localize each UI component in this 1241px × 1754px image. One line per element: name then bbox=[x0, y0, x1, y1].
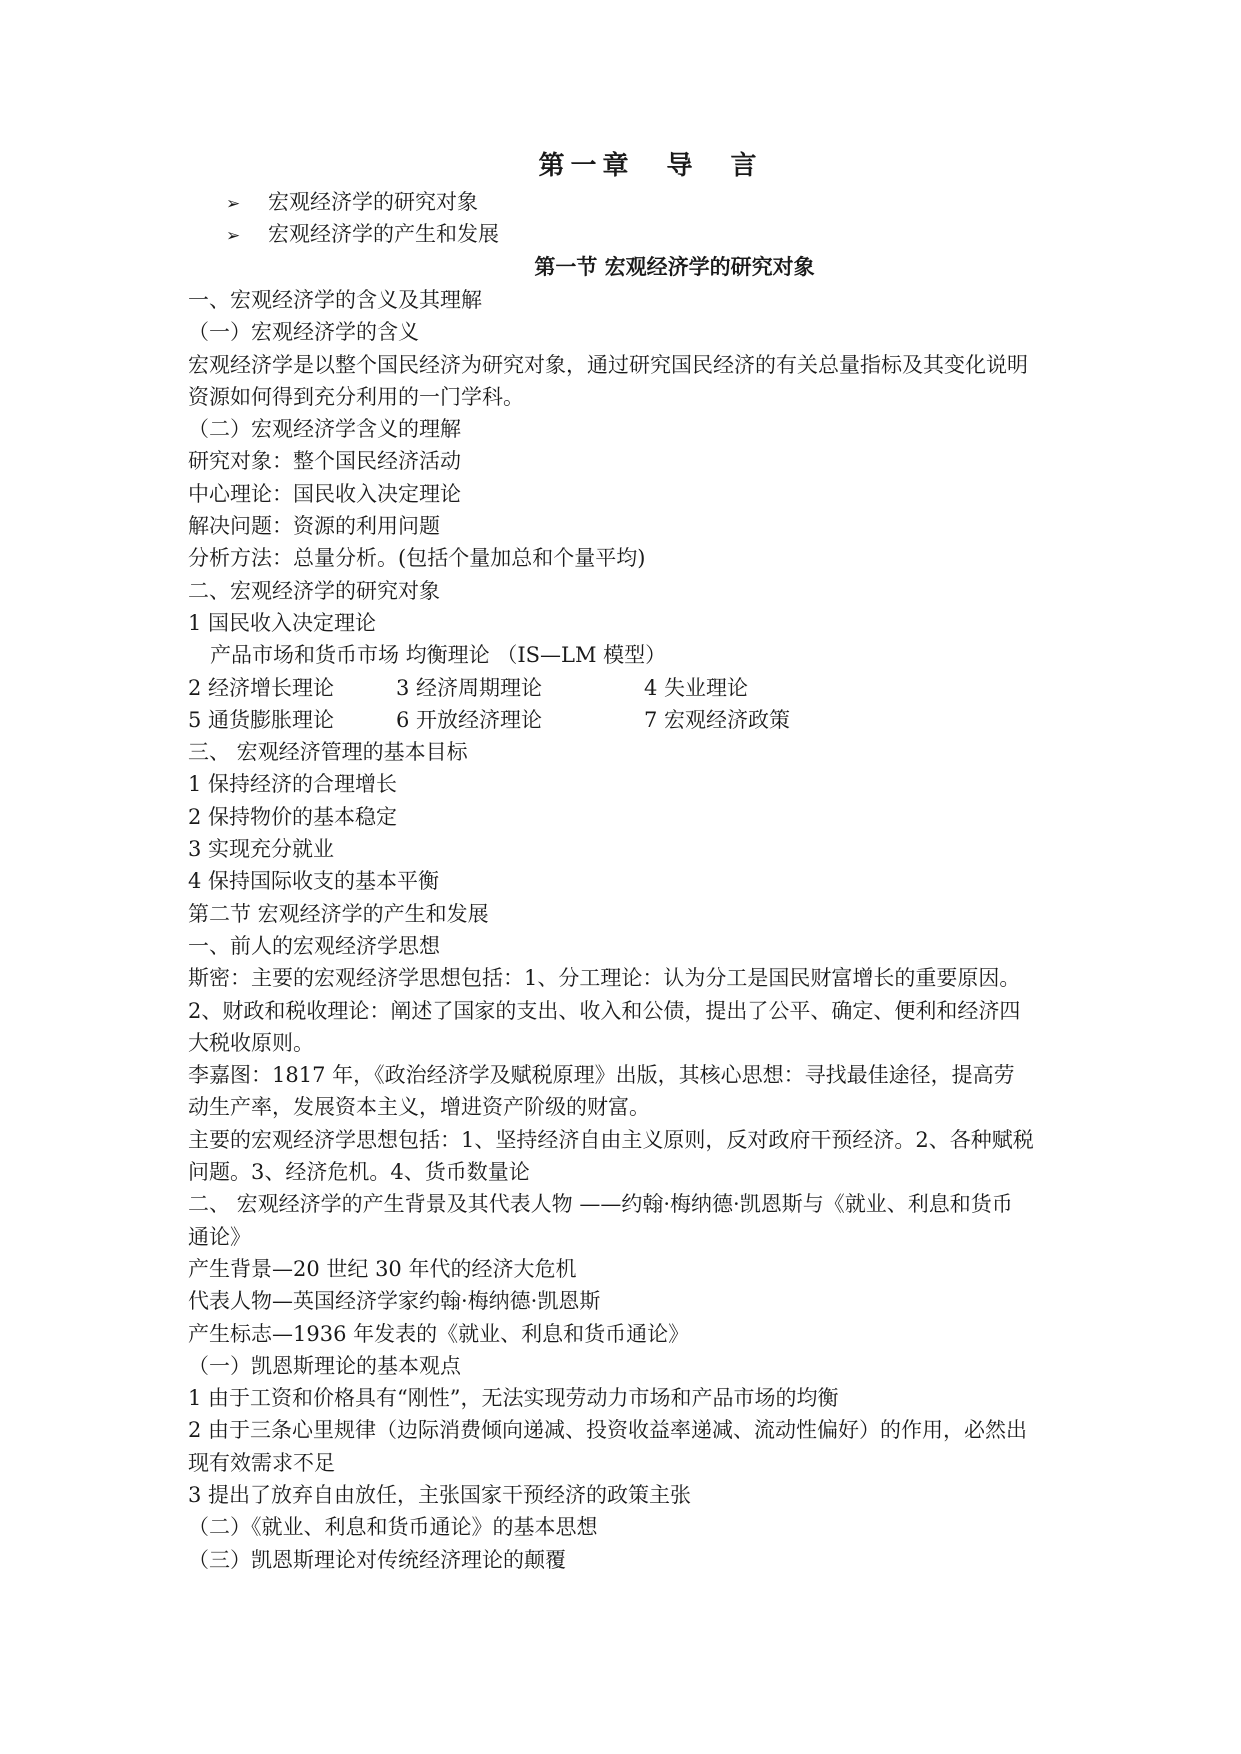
text-line: （三）凯恩斯理论对传统经济理论的颠覆 bbox=[188, 1547, 566, 1572]
text-line: （一）凯恩斯理论的基本观点 bbox=[188, 1353, 461, 1378]
text-line: 研究对象：整个国民经济活动 bbox=[188, 449, 461, 474]
text-line: （二）宏观经济学含义的理解 bbox=[188, 417, 461, 442]
text-line: （一）宏观经济学的含义 bbox=[188, 320, 419, 345]
theory-grid-cell: 5 通货膨胀理论 bbox=[188, 707, 335, 732]
text-line: （二）《就业、利息和货币通论》的基本思想 bbox=[188, 1515, 598, 1540]
theory-grid-cell: 7 宏观经济政策 bbox=[644, 707, 791, 732]
text-line: 大税收原则。 bbox=[188, 1030, 314, 1055]
chapter-title: 第一章 导 言 bbox=[538, 151, 763, 181]
body-block-b bbox=[188, 736, 1061, 1576]
text-line: 主要的宏观经济学思想包括：1、坚持经济自由主义原则，反对政府干预经济。2、各种赋税 bbox=[188, 1127, 1034, 1152]
text-line: 2、财政和税收理论：阐述了国家的支出、收入和公债，提出了公平、确定、便利和经济四 bbox=[188, 998, 1021, 1023]
text-line: 二、宏观经济学的研究对象 bbox=[188, 578, 440, 603]
text-line: 3 提出了放弃自由放任，主张国家干预经济的政策主张 bbox=[188, 1482, 692, 1507]
text-line: 产品市场和货币市场 均衡理论 （IS—LM 模型） bbox=[210, 643, 667, 668]
text-line: 现有效需求不足 bbox=[188, 1450, 335, 1475]
theory-grid-row bbox=[188, 704, 1061, 736]
text-line: 问题。3、经济危机。4、货币数量论 bbox=[188, 1160, 530, 1185]
text-line: 4 保持国际收支的基本平衡 bbox=[188, 869, 440, 894]
text-line: 2 由于三条心里规律（边际消费倾向递减、投资收益率递减、流动性偏好）的作用，必然出 bbox=[188, 1418, 1028, 1443]
arrow-bullet-icon: ➢ bbox=[226, 194, 241, 214]
text-line: 斯密：主要的宏观经济学思想包括：1、分工理论：认为分工是国民财富增长的重要原因。 bbox=[188, 966, 1021, 991]
text-line: 第二节 宏观经济学的产生和发展 bbox=[188, 901, 489, 926]
text-line: 一、宏观经济学的含义及其理解 bbox=[188, 288, 482, 312]
text-line: 宏观经济学是以整个国民经济为研究对象，通过研究国民经济的有关总量指标及其变化说明 bbox=[188, 352, 1028, 377]
text-line: 产生标志—1936 年发表的《就业、利息和货币通论》 bbox=[188, 1321, 690, 1346]
text-line: 动生产率，发展资本主义，增进资产阶级的财富。 bbox=[188, 1095, 650, 1120]
theory-grid-cell: 2 经济增长理论 bbox=[188, 675, 335, 700]
theory-grid-row bbox=[188, 672, 1061, 704]
section-title: 第一节 宏观经济学的研究对象 bbox=[534, 254, 815, 279]
text-line: 2 保持物价的基本稳定 bbox=[188, 804, 398, 829]
text-line: 一、前人的宏观经济学思想 bbox=[188, 933, 440, 958]
chapter-outline bbox=[188, 186, 1061, 250]
theory-grid-cell: 3 经济周期理论 bbox=[396, 675, 543, 700]
theory-grid-cell: 4 失业理论 bbox=[644, 675, 749, 700]
outline-item-label: 宏观经济学的研究对象 bbox=[268, 190, 478, 214]
text-line: 分析方法：总量分析。(包括个量加总和个量平均) bbox=[188, 546, 646, 571]
outline-item-label: 宏观经济学的产生和发展 bbox=[268, 222, 499, 246]
text-line: 通论》 bbox=[188, 1224, 251, 1249]
text-line: 3 实现充分就业 bbox=[188, 837, 335, 862]
text-line: 1 由于工资和价格具有“刚性”，无法实现劳动力市场和产品市场的均衡 bbox=[188, 1386, 839, 1411]
text-line: 1 保持经济的合理增长 bbox=[188, 772, 398, 797]
text-line: 代表人物—英国经济学家约翰·梅纳德·凯恩斯 bbox=[188, 1289, 601, 1314]
outline-item bbox=[188, 218, 1061, 250]
theory-grid bbox=[188, 672, 1061, 737]
text-line: 产生背景—20 世纪 30 年代的经济大危机 bbox=[188, 1256, 577, 1281]
body-block-a bbox=[188, 284, 1061, 672]
theory-grid-cell: 6 开放经济理论 bbox=[396, 707, 543, 732]
text-line: 三、 宏观经济管理的基本目标 bbox=[188, 740, 468, 765]
text-line: 资源如何得到充分利用的一门学科。 bbox=[188, 384, 524, 409]
text-line: 李嘉图：1817 年，《政治经济学及赋税原理》出版，其核心思想：寻找最佳途径，提高劳 bbox=[188, 1063, 1015, 1088]
text-line: 1 国民收入决定理论 bbox=[188, 610, 377, 635]
text-line: 二、 宏观经济学的产生背景及其代表人物 ——约翰·梅纳德·凯恩斯与《就业、利息和货币 bbox=[188, 1192, 1013, 1217]
arrow-bullet-icon: ➢ bbox=[226, 226, 241, 246]
outline-item bbox=[188, 186, 1061, 218]
text-line: 解决问题：资源的利用问题 bbox=[188, 514, 440, 539]
text-line: 中心理论：国民收入决定理论 bbox=[188, 481, 461, 506]
